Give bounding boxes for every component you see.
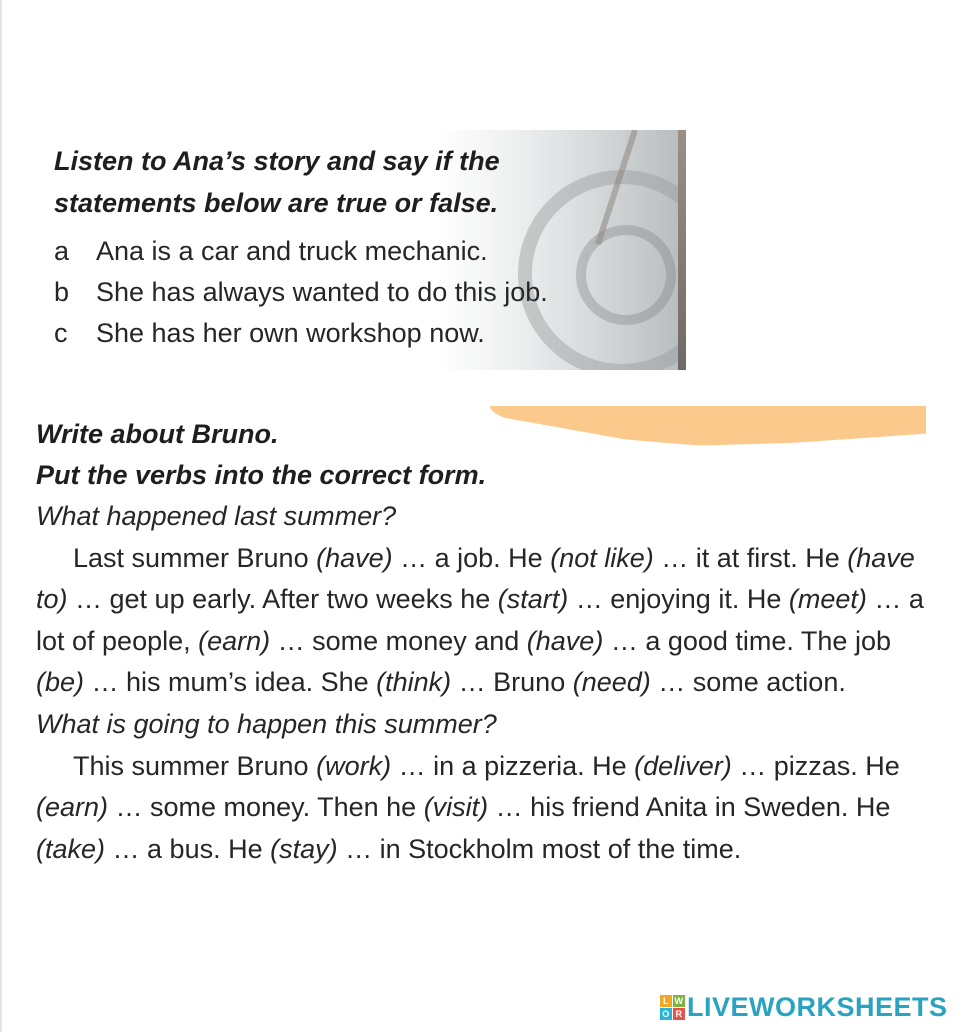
text-run: … a job. He (392, 542, 551, 573)
logo-mark-square: O (660, 1008, 672, 1020)
instruction-line: Write about Bruno. (36, 419, 279, 449)
verb-hint: (earn) (36, 792, 109, 823)
logo-mark-square: L (660, 995, 672, 1007)
writing-task (36, 414, 936, 870)
statement-letter: a (54, 236, 70, 266)
statement-text: She has always wanted to do this job. (96, 277, 548, 307)
verb-hint: (stay) (270, 833, 338, 864)
statement-text: She has her own workshop now. (96, 318, 485, 348)
text-run: … in a pizzeria. He (391, 750, 635, 781)
writing-instruction (36, 414, 936, 496)
text-run: … pizzas. He (731, 750, 900, 781)
statement-list (54, 231, 548, 354)
liveworksheets-logo (660, 991, 948, 1023)
verb-hint: (think) (376, 667, 452, 698)
verb-hint: (earn) (198, 625, 271, 656)
listening-instruction (54, 140, 500, 224)
verb-hint: (visit) (423, 792, 489, 823)
instruction-line: Listen to Ana’s story and say if the (54, 146, 500, 176)
story-text (36, 496, 936, 870)
logo-mark-square: W (674, 995, 684, 1006)
verb-hint: (have) (316, 542, 393, 573)
verb-hint: (start) (497, 584, 569, 615)
verb-hint: (be) (36, 667, 85, 698)
text-run: … get up early. After two weeks he (67, 584, 498, 615)
logo-mark-icon (660, 995, 685, 1020)
verb-hint: (deliver) (634, 750, 732, 781)
listening-task (28, 130, 686, 370)
statement-letter: c (54, 318, 68, 348)
background-photo-edge (678, 130, 686, 370)
verb-hint: (need) (572, 667, 651, 698)
instruction-line: Put the verbs into the correct form. (36, 460, 487, 490)
verb-hint: (work) (316, 750, 392, 781)
verb-hint: (have) (526, 625, 604, 656)
statement-letter: b (54, 277, 70, 307)
background-photo-wheel-inner (576, 225, 676, 325)
text-run: … it at first. He (653, 542, 848, 573)
text-run: … some action. (650, 667, 846, 698)
statement-a (54, 231, 548, 272)
statement-text: Ana is a car and truck mechanic. (96, 236, 488, 266)
statement-b (54, 272, 548, 313)
section-heading-this-summer: What is going to happen this summer? (36, 708, 497, 739)
logo-mark-square: R (673, 1008, 685, 1020)
text-run: … a good time. The job (603, 625, 891, 656)
verb-hint: (not like) (550, 542, 654, 573)
paragraph-last-summer (36, 538, 936, 704)
instruction-line: statements below are true or false. (54, 188, 499, 218)
section-heading-last-summer: What happened last summer? (36, 501, 397, 531)
text-run: … in Stockholm most of the time. (337, 833, 742, 864)
text-run: … a bus. He (105, 833, 271, 864)
statement-c (54, 313, 548, 354)
page-edge (0, 0, 2, 1032)
verb-hint: (meet) (788, 584, 867, 615)
verb-hint: (have to) (36, 542, 915, 615)
text-run: … enjoying it. He (568, 584, 789, 615)
text-run: … some money and (270, 625, 527, 656)
paragraph-this-summer (36, 746, 936, 871)
text-run: … his friend Anita in Sweden. He (488, 792, 891, 823)
text-run: Last summer Bruno (73, 542, 317, 573)
text-run: This summer Bruno (73, 750, 317, 781)
logo-text: LIVEWORKSHEETS (687, 991, 948, 1022)
verb-hint: (take) (36, 833, 106, 864)
text-run: … Bruno (451, 667, 573, 698)
text-run: … some money. Then he (108, 792, 424, 823)
text-run: … his mum’s idea. She (84, 667, 377, 698)
text-run: … a lot of people, (36, 584, 924, 656)
